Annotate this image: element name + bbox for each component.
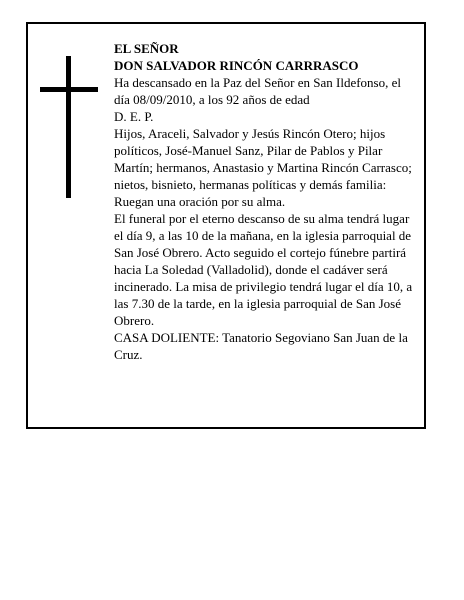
notice-text bbox=[114, 40, 419, 363]
notice-family: Hijos, Araceli, Salvador y Jesús Rincón Otero; hijos políticos, José-Manuel Sanz, Pilar de Pablos y Pilar Martín; hermanos, Anastasio y Martina Rincón Carrasco; nietos, bisnieto, hermanas políticas y demás familia: bbox=[114, 126, 412, 192]
cross-icon bbox=[40, 56, 98, 198]
notice-funeral: El funeral por el eterno descanso de su alma tendrá lugar el día 9, a las 10 de la mañana, en la iglesia parroquial de San José Obrero. Acto seguido el cortejo fúnebre partirá hacia La Soledad (Valladolid), donde el cadáver será incinerado. La misa de privilegio tendrá lugar el día 10, a las 7.30 de la tarde, en la iglesia parroquial de San José Obrero. bbox=[114, 211, 413, 328]
notice-dep: D. E. P. bbox=[114, 109, 154, 124]
notice-heading-title: EL SEÑOR bbox=[114, 41, 179, 56]
obituary-notice bbox=[26, 22, 426, 429]
notice-heading-name: DON SALVADOR RINCÓN CARRRASCO bbox=[114, 58, 359, 73]
cross-horizontal-bar bbox=[40, 87, 98, 92]
cross-vertical-bar bbox=[66, 56, 71, 198]
notice-casa-doliente: CASA DOLIENTE: Tanatorio Segoviano San Juan de la Cruz. bbox=[114, 330, 408, 362]
notice-death-line: Ha descansado en la Paz del Señor en San Ildefonso, el día 08/09/2010, a los 92 años de edad bbox=[114, 75, 401, 107]
notice-prayer: Ruegan una oración por su alma. bbox=[114, 194, 286, 209]
